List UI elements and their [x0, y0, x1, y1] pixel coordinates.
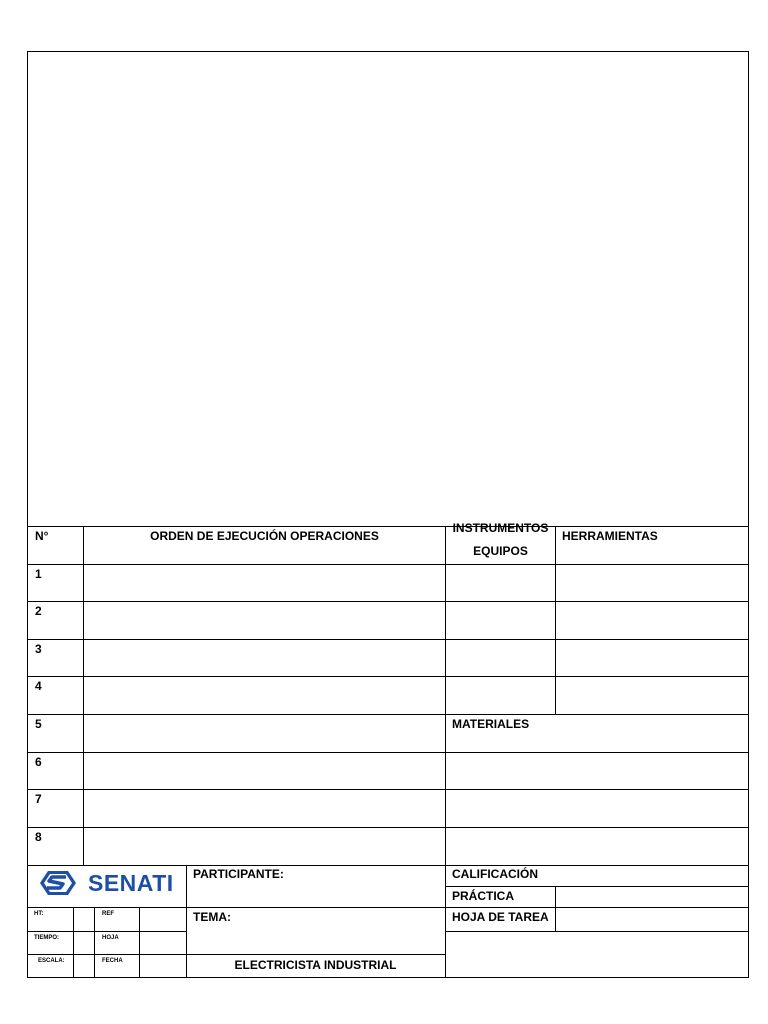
grade-label: CALIFICACIÓN [452, 867, 538, 881]
instruments-header-line1: INSTRUMENTOS [452, 521, 549, 535]
topic-label: TEMA: [193, 910, 231, 924]
row-number: 2 [35, 604, 42, 618]
task-sheet-label: HOJA DE TAREA [452, 910, 549, 924]
row-number: 4 [35, 679, 42, 693]
logo-text: SENATI [88, 870, 174, 896]
scale-label: ESCALA: [38, 958, 65, 964]
ref-label: REF [102, 911, 114, 917]
row-number: 6 [35, 755, 42, 769]
row-number: 8 [35, 830, 42, 844]
ht-label: HT: [34, 911, 44, 917]
number-header: N° [35, 529, 49, 543]
time-label: TIEMPO: [34, 935, 59, 941]
materials-header: MATERIALES [452, 717, 530, 731]
task-sheet [27, 51, 749, 978]
participant-label: PARTICIPANTE: [193, 867, 284, 881]
tools-header: HERRAMIENTAS [562, 529, 658, 543]
row-number: 7 [35, 792, 42, 806]
row-number: 3 [35, 642, 42, 656]
row-number: 5 [35, 717, 42, 731]
date-label: FECHA [102, 958, 123, 964]
sheet-label: HOJA [102, 935, 119, 941]
drawing-area [28, 52, 748, 526]
operations-header: ORDEN DE EJECUCIÓN OPERACIONES [150, 529, 379, 543]
practice-label: PRÁCTICA [452, 889, 514, 903]
senati-logo [38, 868, 172, 898]
course-title: ELECTRICISTA INDUSTRIAL [234, 958, 397, 972]
instruments-header-line2: EQUIPOS [473, 544, 528, 558]
row-number: 1 [35, 567, 42, 581]
